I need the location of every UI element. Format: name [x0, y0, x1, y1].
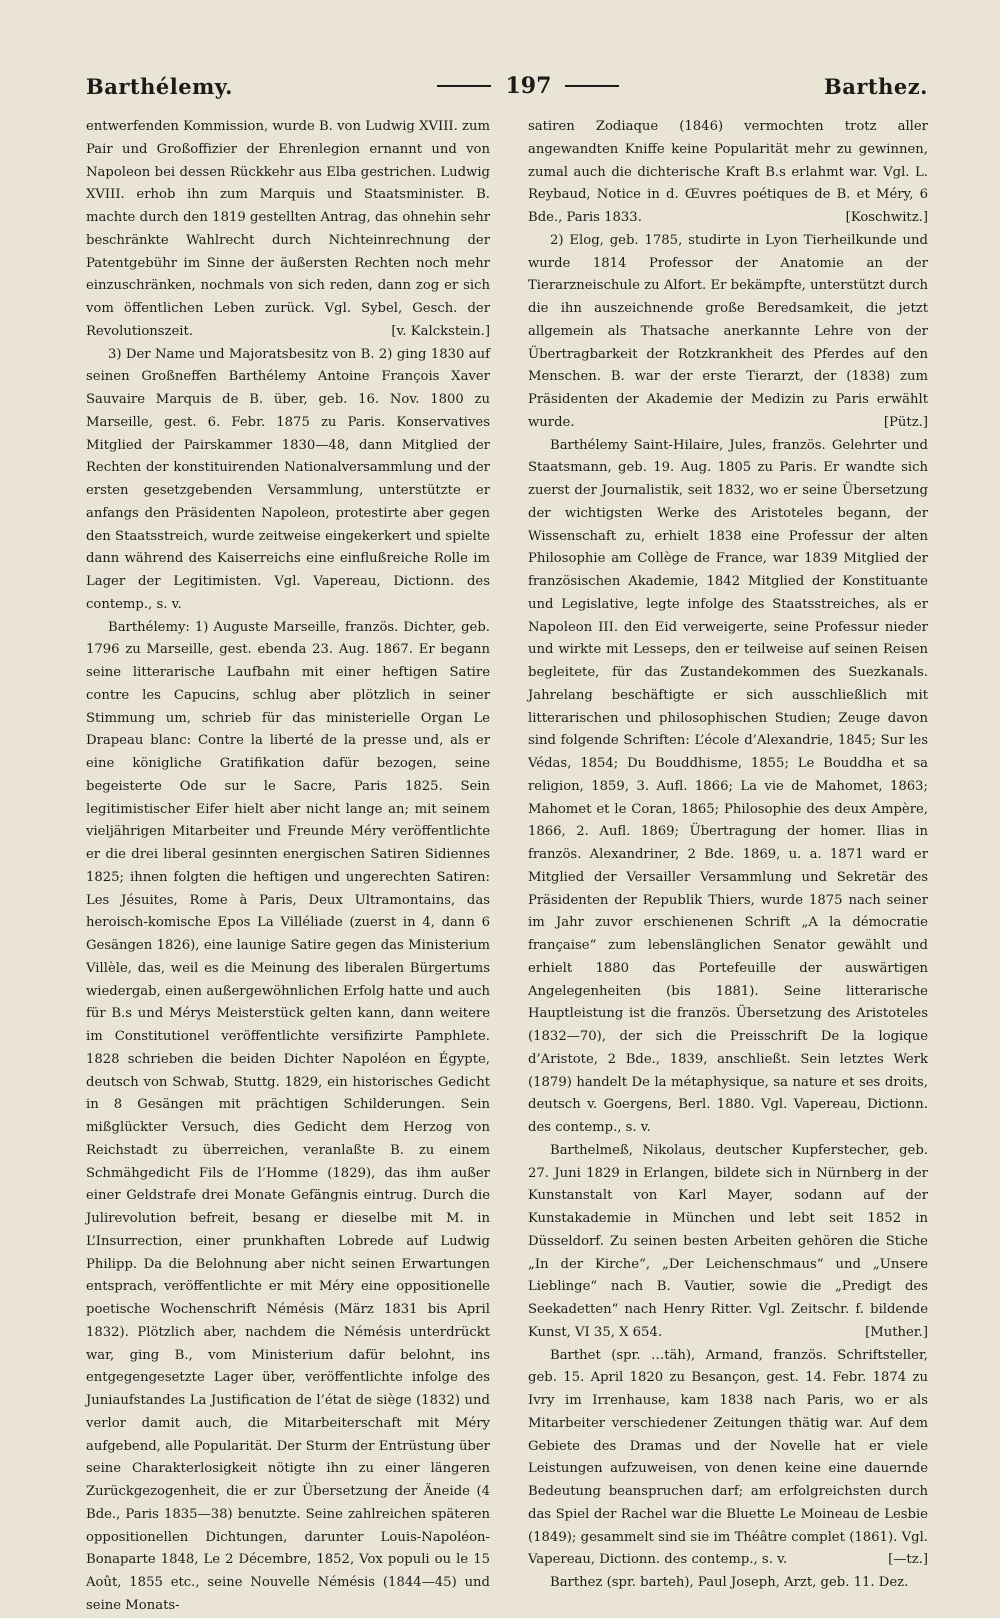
paragraph-text: satiren Zodiaque (1846) vermochten trotz aller angewandten Kniffe keine Popularität mehr zu gewinnen, zumal auch die dichterische Kraft B.s erlahmt war. Vgl. L. Reybaud, Notice in d. Œuvres poétiques de B. et Méry, 6 Bde., Paris 1833. — [528, 119, 928, 225]
paragraph-text: 2) Elog, geb. 1785, studirte in Lyon Tierheilkunde und wurde 1814 Professor der Anatomie an der Tierarzneischule zu Alfort. Er bekämpfte, unterstützt durch die ihn auszeichnende große Beredsamkeit, die jetzt allgemein als Thatsache anerkannte Lehre von der Übertragbarkeit der Rotzkrankheit des Pferdes auf den Menschen. B. war der erste Tierarzt, der (1838) zum Präsidenten der Akademie der Medizin zu Paris erwählt wurde. — [528, 232, 928, 430]
paragraph — [528, 1572, 928, 1595]
author-signature: [Pütz.] — [883, 414, 928, 430]
header-left-catchword: Barthélemy. — [86, 73, 233, 99]
author-signature: [Koschwitz.] — [845, 210, 928, 225]
paragraph-text: Barthelmeß, Nikolaus, deutscher Kupferstecher, geb. 27. Juni 1829 in Erlangen, bildete sich in Nürnberg in der Kunstanstalt von Karl Mayer, sodann auf der Kunstakademie in München und lebt seit 1852 in Düsseldorf. Zu seinen besten Arbeiten gehören die Stiche „In der Kirche“, „Der Leichenschmaus“ und „Unsere Lieblinge“ nach B. Vautier, sowie die „Predigt des Seekadetten“ nach Henry Ritter. Vgl. Zeitschr. f. bildende Kunst, VI 35, X 654. — [528, 1142, 928, 1340]
paragraph-text: Barthélemy Saint-Hilaire, Jules, französ. Gelehrter und Staatsmann, geb. 19. Aug. 1805 zu Paris. Er wandte sich zuerst der Journalistik, seit 1832, wo er seine Übersetzung der wichtigsten Werke des Aristoteles begann, der Wissenschaft zu, erhielt 1838 eine Professur der alten Philosophie am Collège de France, war 1839 Mitglied der französischen Akademie, 1842 Mitglied der Konstituante und Legislative, legte infolge des Staatsstreiches, als er Napoleon III. den Eid verweigerte, seine Professur nieder und wirkte mit Lesseps, den er teilweise auf seinen Reisen begleitete, für das Zustandekommen des Suezkanals. Jahrelang beschäftigte er sich ausschließlich mit litterarischen und philosophischen Studien; Zeuge davon sind folgende Schriften: L’école d’Alexandrie, 1845; Sur les Védas, 1854; Du Bouddhisme, 1855; Le Bouddha et sa religion, 1859, 3. Aufl. 1866; La vie de Mahomet, 1863; Mahomet et le Coran, 1865; Philosophie des deux Ampère, 1866, 2. Aufl. 1869; Übertragung der homer. Ilias in französ. Alexandriner, 2 Bde. 1869, u. a. 1871 ward er Mitglied der Versailler Versammlung und Sekretär des Präsidenten der Republik Thiers, wurde 1875 nach seiner im Jahr zuvor erschienenen Schrift „A la démocratie française“ zum lebenslänglichen Senator gewählt und erhielt 1880 das Portefeuille der auswärtigen Angelegenheiten (bis 1881). Seine litterarische Hauptleistung ist die französ. Übersetzung des Aristoteles (1832—70), der sich die Preisschrift De la logique d’Aristote, 2 Bde., 1839, anschließt. Sein letztes Werk (1879) handelt De la métaphysique, sa nature et ses droits, deutsch v. Goergens, Berl. 1880. Vgl. Vapereau, Dictionn. des contemp., s. v. — [528, 437, 928, 1135]
author-signature: [—tz.] — [888, 1552, 928, 1568]
paragraph-text: 3) Der Name und Majoratsbesitz von B. 2) ging 1830 auf seinen Großneffen Barthélemy Antoine François Xaver Sauvaire Marquis de B. über, geb. 16. Nov. 1800 zu Marseille, gest. 6. Febr. 1875 zu Paris. Konservatives Mitglied der Pairskammer 1830—48, dann Mitglied der Rechten der konstituirenden Nationalversammlung und der ersten gesetzgebenden Versammlung, unterstützte er anfangs den Präsidenten Napoleon, protestirte aber gegen den Staatsstreich, wurde zeitweise eingekerkert und spielte dann während des Kaiserreichs eine einflußreiche Rolle im Lager der Legitimisten. Vgl. Vapereau, Dictionn. des contemp., s. v. — [86, 346, 490, 612]
header-page-number-group — [437, 73, 619, 99]
header-rule-left — [437, 85, 491, 87]
paragraph — [528, 1140, 928, 1345]
paragraph-text: Barthélemy: 1) Auguste Marseille, französ. Dichter, geb. 1796 zu Marseille, gest. ebenda 23. Aug. 1867. Er begann seine litterarische Laufbahn mit einer heftigen Satire contre les Capucins, schlug aber plötzlich in seiner Stimmung um, schrieb für das ministerielle Organ Le Drapeau blanc: Contre la liberté de la presse und, als er eine königliche Gratifikation dafür bezogen, seine begeisterte Ode sur le Sacre, Paris 1825. Sein legitimistischer Eifer hielt aber nicht lange an; mit seinem vieljährigen Mitarbeiter und Freunde Méry veröffentlichte er die drei liberal gesinnten energischen Satiren Sidiennes 1825; ihnen folgten die heftigen und ungerechten Satiren: Les Jésuites, Rome à Paris, Deux Ultramontains, das heroisch-komische Epos La Villéliade (zuerst in 4, dann 6 Gesängen 1826), eine launige Satire gegen das Ministerium Villèle, das, weil es die Meinung des liberalen Bürgertums wiedergab, einen außergewöhnlichen Erfolg hatte und auch für B.s und Mérys Meisterstück gelten kann, dann weitere im Constitutionel veröffentlichte versifizirte Pamphlete. 1828 schrieben die beiden Dichter Napoléon en Égypte, deutsch von Schwab, Stuttg. 1829, ein historisches Gedicht in 8 Gesängen mit prächtigen Schilderungen. Sein mißglückter Versuch, dies Gedicht dem Herzog von Reichstadt zu überreichen, veranlaßte B. zu einem Schmähgedicht Fils de l’Homme (1829), das ihm außer einer Geldstrafe drei Monate Gefängnis eintrug. Durch die Julirevolution befreit, besang er dieselbe mit M. in L’Insurrection, einer prunkhaften Lobrede auf Ludwig Philipp. Da die Belohnung aber nicht seinen Erwartungen entsprach, veröffentlichte er mit Méry eine oppositionelle poetische Wochenschrift Némésis (März 1831 bis April 1832). Plötzlich aber, nachdem die Némésis unterdrückt war, ging B., vom Ministerium dafür belohnt, ins entgegengesetzte Lager über, veröffentlichte infolge des Juniaufstandes La Justification de l’état de siège (1832) und verlor damit auch, die Mitarbeiterschaft mit Méry aufgebend, alle Popularität. Der Sturm der Entrüstung über seine Charakterlosigkeit nötigte ihn zu einer längeren Zurückgezogenheit, die er zur Übersetzung der Äneide (4 Bde., Paris 1835—38) benutzte. Seine zahlreichen späteren oppositionellen Dichtungen, darunter Louis-Napoléon-Bonaparte 1848, Le 2 Décembre, 1852, Vox populi ou le 15 Août, 1855 etc., seine Nouvelle Némésis (1844—45) und seine Monats- — [86, 619, 490, 1613]
author-signature: [Muther.] — [865, 1324, 928, 1340]
paragraph — [528, 435, 928, 1140]
author-signature: [v. Kalckstein.] — [391, 323, 490, 339]
paragraph — [528, 230, 928, 435]
header-right-catchword: Barthez. — [823, 73, 928, 99]
paragraph-text: Barthet (spr. …täh), Armand, französ. Schriftsteller, geb. 15. April 1820 zu Besançon, gest. 14. Febr. 1874 zu Ivry im Irrenhause, kam 1838 nach Paris, wo er als Mitarbeiter verschiedener Zeitungen thätig war. Auf dem Gebiete des Dramas und der Novelle hat er viele Leistungen aufzuweisen, von denen keine eine dauernde Bedeutung beanspruchen darf; am erfolgreichsten durch das Spiel der Rachel war die Bluette Le Moineau de Lesbie (1849); gesammelt sind sie im Théâtre complet (1861). Vgl. Vapereau, Dictionn. des contemp., s. v. — [528, 1347, 928, 1568]
paragraph — [528, 116, 928, 230]
page-number: 197 — [505, 73, 552, 99]
text-columns — [86, 116, 928, 1618]
paragraph — [86, 344, 490, 617]
right-column — [528, 116, 928, 1618]
header-rule-right — [565, 85, 619, 87]
paragraph-text: Barthez (spr. barteh), Paul Joseph, Arzt, geb. 11. Dez. — [550, 1575, 909, 1590]
paragraph — [86, 617, 490, 1618]
running-header — [86, 62, 928, 110]
paragraph-text: entwerfenden Kommission, wurde B. von Ludwig XVIII. zum Pair und Großoffizier der Ehrenlegion ernannt und von Napoleon bei dessen Rückkehr aus Elba gestrichen. Ludwig XVIII. erhob ihn zum Marquis und Staatsminister. B. machte durch den 1819 gestellten Antrag, das ohnehin sehr beschränkte Wahlrecht durch Nichteinrechnung der Patentgebühr im Sinne der äußersten Rechten noch mehr einzuschränken, nochmals von sich reden, dann zog er sich vom öffentlichen Leben zurück. Vgl. Sybel, Gesch. der Revolutionszeit. — [86, 119, 490, 339]
left-column — [86, 116, 490, 1618]
paragraph — [528, 1345, 928, 1573]
paragraph — [86, 116, 490, 344]
